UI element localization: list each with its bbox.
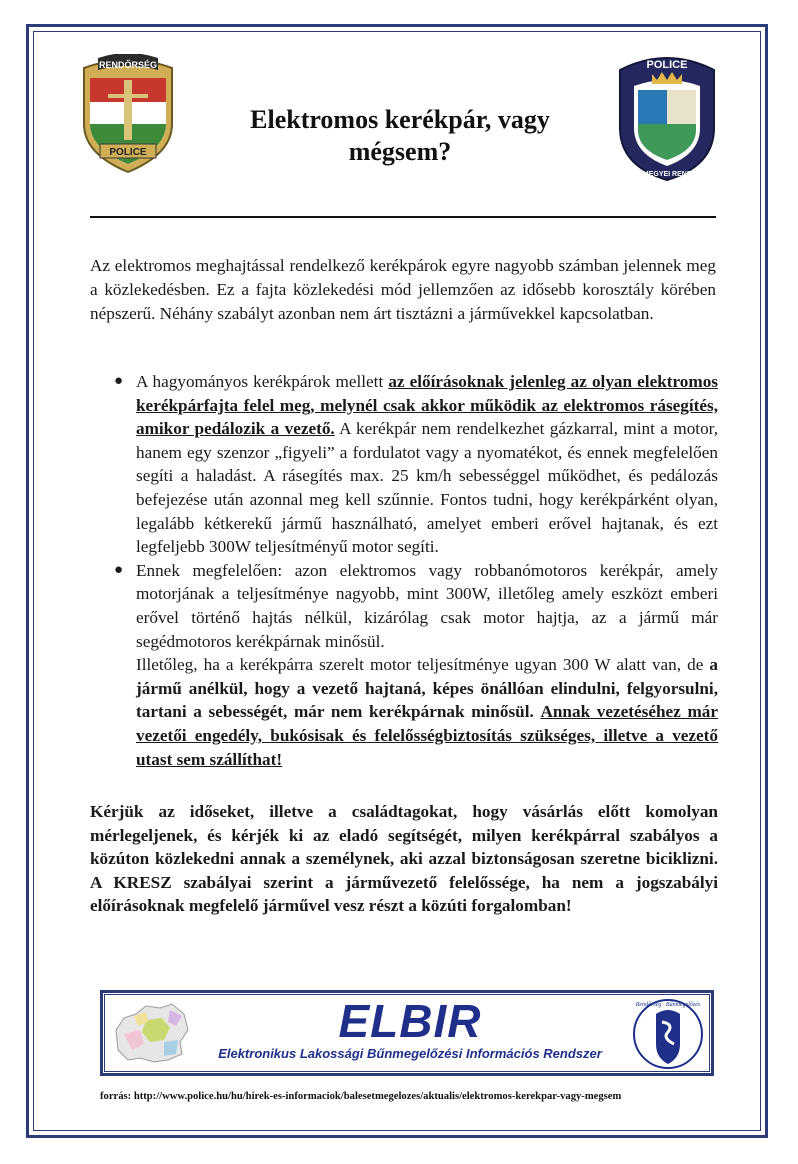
rules-list: [114, 370, 718, 771]
logo-right-ring-text: BÉKÉS MEGYEI RENDŐRSÉG: [616, 171, 718, 178]
rule-2-follow-emphasis: Annak vezetéséhez már vezetői engedély, bukósisak és felelősségbiztosítás szükséges, illetve a vezető utast sem szállíthat!: [136, 702, 718, 769]
rule-2-follow-bold: a jármű anélkül, hogy a vezető hajtaná, képes önállóan elindulni, felgyorsulni, tartani a sebességét, már nem kerékpárnak minősül.: [136, 655, 718, 722]
seal-text: Rendőrség · Bűnmegelőzés: [635, 1002, 701, 1008]
bullet-icon: ●: [114, 373, 124, 389]
logo-left-bottom-text: POLICE: [109, 147, 147, 158]
rule-2-text: Ennek megfelelően: azon elektromos vagy robbanómotoros kerékpár, amely motorjának a teljesítménye nagyobb, mint 300W, illetőleg amely eszközt emberi erővel történő hajtás nélkül, kizárólag csak motor hajtja, az a jármű már segédmotoros kerékpárnak minősül.: [136, 560, 718, 651]
rule-1-rest: A kerékpár nem rendelkezhet gázkarral, mint a motor, hanem egy szenzor „figyeli” a fordulatot vagy a nyomatékot, és ennek megfelelően segíti a haladást. A rásegítés max. 25 km/h sebességgel működhet, és pedálozás befejezése után azonnal meg kell szűnnie. Fontos tudni, hogy kerékpárként olyan, legalább kétkerekű jármű használható, amelyet emberi erővel hajtanak, és ezt legfeljebb 300W teljesítményű motor segíti.: [136, 419, 718, 557]
rule-1-emphasis: az előírásoknak jelenleg az olyan elektromos kerékpárfajta felel meg, melynél csak akkor működik az elektromos rásegítés, amikor pedálozik a vezető.: [136, 372, 718, 439]
elbir-title: ELBIR: [338, 995, 482, 1047]
source-link[interactable]: forrás: http://www.police.hu/hu/hirek-es-informaciok/balesetmegelozes/aktualis/elektromos-kerekpar-vagy-megsem: [100, 1091, 622, 1102]
elbir-subtitle: Elektronikus Lakossági Bűnmegelőzési Információs Rendszer: [218, 1046, 602, 1061]
rule-1-text: [136, 370, 718, 559]
rule-2-follow-lead: Illetőleg, ha a kerékpárra szerelt motor teljesítménye ugyan 300 W alatt van, de: [136, 655, 710, 675]
page-title: [200, 104, 600, 168]
rule-2-followup: [136, 653, 718, 771]
title-divider: [90, 216, 716, 218]
title-line-2: mégsem?: [348, 137, 452, 166]
closing-paragraph: Kérjük az időseket, illetve a családtagokat, hogy vásárlás előtt komolyan mérlegeljenek, és kérjék ki az eladó segítségét, milyen kerékpárral szabályos a közúton közlekedni annak a személynek, aki azzal biztonságosan szeretne biciklizni. A KRESZ szabályai szerint a járművezető felelőssége, ha nem a jogszabályi előírásoknak megfelelő járművel vesz részt a közúti forgalomban!: [90, 802, 718, 916]
bekes-police-crest-logo: [612, 50, 722, 182]
crime-prevention-seal-icon: [628, 996, 708, 1072]
rule-item-2: [114, 559, 718, 771]
rule-item-1: [114, 370, 718, 559]
intro-paragraph: Az elektromos meghajtással rendelkező kerékpárok egyre nagyobb számban jelennek meg a közlekedésben. Ez a fajta közlekedési mód jellemzően az idősebb korosztály körében népszerű. Néhány szabályt azonban nem árt tisztázni a járművekkel kapcsolatban.: [90, 256, 716, 323]
logo-left-top-text: RENDŐRSÉG: [98, 60, 158, 70]
rule-1-lead: A hagyományos kerékpárok mellett: [136, 372, 389, 391]
county-map-icon: [110, 1000, 192, 1066]
title-line-1: Elektromos kerékpár, vagy: [250, 105, 550, 134]
bullet-icon: ●: [114, 561, 124, 578]
police-crest-logo: [78, 54, 178, 174]
logo-right-top-text: POLICE: [646, 59, 688, 71]
